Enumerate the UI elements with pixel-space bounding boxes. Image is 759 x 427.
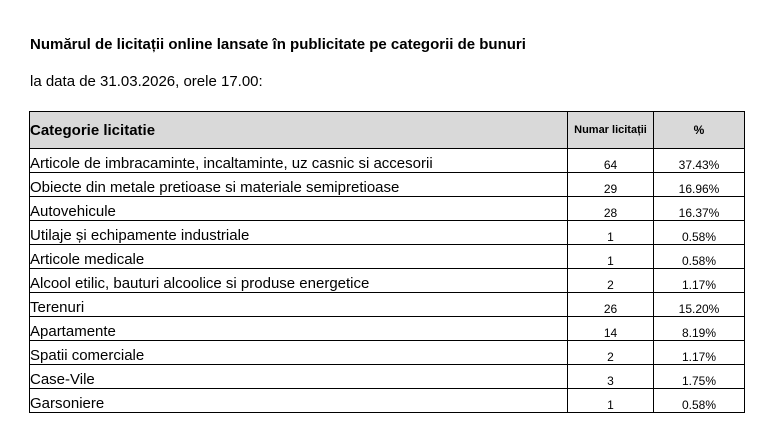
table-row (30, 389, 745, 413)
cell-count: 2 (568, 269, 654, 293)
cell-count: 64 (568, 149, 654, 173)
cell-category: Articole de imbracaminte, incaltaminte, uz casnic si accesorii (30, 149, 568, 173)
cell-count: 3 (568, 365, 654, 389)
header-category: Categorie licitatie (30, 112, 568, 149)
table-row (30, 173, 745, 197)
cell-count: 1 (568, 221, 654, 245)
table-row (30, 317, 745, 341)
table-row (30, 149, 745, 173)
cell-percent: 1.75% (654, 365, 745, 389)
cell-category: Case-Vile (30, 365, 568, 389)
header-count: Numar licitații (568, 112, 654, 149)
table-row (30, 365, 745, 389)
table-header-row (30, 112, 745, 149)
cell-percent: 1.17% (654, 269, 745, 293)
cell-category: Alcool etilic, bauturi alcoolice si produse energetice (30, 269, 568, 293)
cell-percent: 15.20% (654, 293, 745, 317)
cell-count: 26 (568, 293, 654, 317)
table-row (30, 341, 745, 365)
cell-percent: 0.58% (654, 221, 745, 245)
cell-percent: 8.19% (654, 317, 745, 341)
cell-count: 1 (568, 245, 654, 269)
cell-count: 14 (568, 317, 654, 341)
table-row (30, 245, 745, 269)
cell-category: Articole medicale (30, 245, 568, 269)
cell-count: 2 (568, 341, 654, 365)
cell-count: 29 (568, 173, 654, 197)
table-row (30, 221, 745, 245)
cell-percent: 0.58% (654, 389, 745, 413)
table-row (30, 197, 745, 221)
cell-category: Autovehicule (30, 197, 568, 221)
header-percent: % (654, 112, 745, 149)
cell-category: Spatii comerciale (30, 341, 568, 365)
cell-percent: 16.96% (654, 173, 745, 197)
cell-category: Utilaje și echipamente industriale (30, 221, 568, 245)
table-row (30, 293, 745, 317)
report-date: la data de 31.03.2026, orele 17.00: (30, 73, 263, 90)
cell-category: Obiecte din metale pretioase si materiale semipretioase (30, 173, 568, 197)
cell-percent: 37.43% (654, 149, 745, 173)
auctions-table (29, 111, 745, 413)
cell-category: Garsoniere (30, 389, 568, 413)
page-title: Numărul de licitații online lansate în publicitate pe categorii de bunuri (30, 36, 526, 53)
cell-percent: 16.37% (654, 197, 745, 221)
cell-count: 28 (568, 197, 654, 221)
cell-percent: 1.17% (654, 341, 745, 365)
cell-percent: 0.58% (654, 245, 745, 269)
table-row (30, 269, 745, 293)
cell-category: Terenuri (30, 293, 568, 317)
cell-category: Apartamente (30, 317, 568, 341)
cell-count: 1 (568, 389, 654, 413)
